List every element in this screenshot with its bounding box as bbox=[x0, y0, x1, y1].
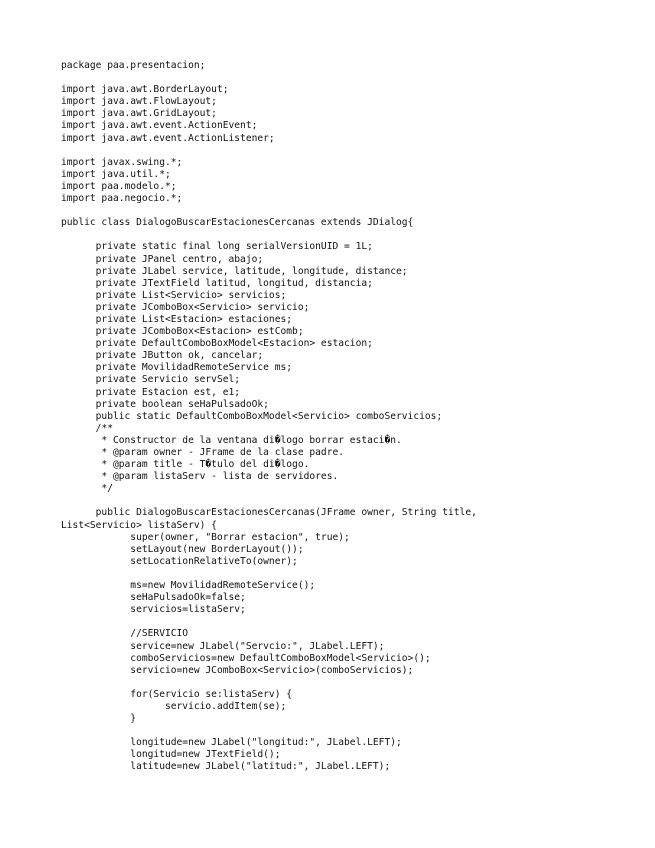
code-line: } bbox=[61, 713, 137, 725]
code-line: for(Servicio se:listaServ) { bbox=[61, 688, 293, 700]
code-line bbox=[61, 568, 641, 580]
code-line: * @param owner - JFrame de la clase padre. bbox=[61, 447, 345, 458]
code-line: * @param title - T�tulo del di�logo. bbox=[61, 459, 310, 471]
code-line: public class DialogoBuscarEstacionesCercanas extends JDialog{ bbox=[61, 217, 414, 229]
code-line bbox=[61, 677, 641, 689]
code-line: import java.awt.event.ActionEvent; bbox=[61, 120, 258, 132]
code-line bbox=[61, 205, 641, 217]
source-code-listing bbox=[61, 60, 641, 774]
code-line: longitude=new JLabel("longitud:", JLabel.LEFT); bbox=[61, 737, 402, 749]
code-line: private JTextField latitud, longitud, distancia; bbox=[61, 277, 373, 289]
code-line: * @param listaServ - lista de servidores. bbox=[61, 471, 339, 483]
code-line: private JComboBox<Servicio> servicio; bbox=[61, 301, 310, 313]
code-line: import java.awt.FlowLayout; bbox=[61, 96, 217, 108]
code-line bbox=[61, 495, 641, 507]
code-line: import paa.modelo.*; bbox=[61, 180, 177, 192]
code-line: import java.awt.event.ActionListener; bbox=[61, 132, 275, 144]
code-line: package paa.presentacion; bbox=[61, 60, 206, 71]
code-line: private List<Estacion> estaciones; bbox=[61, 313, 293, 325]
code-line: import javax.swing.*; bbox=[61, 156, 183, 168]
code-line bbox=[61, 229, 641, 241]
code-line: //SERVICIO bbox=[61, 628, 189, 640]
code-line: private JComboBox<Estacion> estComb; bbox=[61, 326, 304, 338]
code-line: import java.awt.BorderLayout; bbox=[61, 84, 229, 96]
code-line: super(owner, "Borrar estacion", true); bbox=[61, 531, 350, 543]
code-line bbox=[61, 145, 641, 157]
code-line: service=new JLabel("Servcio:", JLabel.LEFT); bbox=[61, 640, 385, 652]
code-line: /** bbox=[61, 422, 113, 434]
code-line: private DefaultComboBoxModel<Estacion> estacion; bbox=[61, 338, 373, 350]
code-line bbox=[61, 725, 641, 737]
code-line: private List<Servicio> servicios; bbox=[61, 289, 287, 301]
code-line bbox=[61, 72, 641, 84]
code-line: import java.awt.GridLayout; bbox=[61, 108, 217, 120]
code-line: private Servicio servSel; bbox=[61, 374, 241, 386]
code-line: longitud=new JTextField(); bbox=[61, 749, 281, 761]
code-line: private boolean seHaPulsadoOk; bbox=[61, 398, 269, 410]
code-line: public static DefaultComboBoxModel<Servicio> comboServicios; bbox=[61, 410, 443, 422]
code-line: seHaPulsadoOk=false; bbox=[61, 592, 246, 604]
code-line: latitude=new JLabel("latitud:", JLabel.LEFT); bbox=[61, 761, 391, 773]
code-line: import paa.negocio.*; bbox=[61, 193, 183, 205]
code-line: */ bbox=[61, 483, 113, 495]
code-line: private JPanel centro, abajo; bbox=[61, 253, 264, 265]
code-line: private Estacion est, e1; bbox=[61, 386, 241, 398]
code-line: setLocationRelativeTo(owner); bbox=[61, 555, 298, 567]
code-line: comboServicios=new DefaultComboBoxModel<Servicio>(); bbox=[61, 652, 431, 664]
code-line: servicio.addItem(se); bbox=[61, 700, 287, 712]
code-line: private MovilidadRemoteService ms; bbox=[61, 362, 293, 374]
code-line: servicios=listaServ; bbox=[61, 604, 246, 616]
code-line: servicio=new JComboBox<Servicio>(comboServicios); bbox=[61, 664, 414, 676]
code-line: private static final long serialVersionUID = 1L; bbox=[61, 241, 373, 253]
code-line: public DialogoBuscarEstacionesCercanas(JFrame owner, String title, bbox=[61, 507, 477, 519]
code-line: import java.util.*; bbox=[61, 168, 171, 180]
code-line: ms=new MovilidadRemoteService(); bbox=[61, 580, 316, 592]
code-line bbox=[61, 616, 641, 628]
code-line: private JButton ok, cancelar; bbox=[61, 350, 264, 362]
code-line: List<Servicio> listaServ) { bbox=[61, 519, 217, 531]
code-line: private JLabel service, latitude, longitude, distance; bbox=[61, 265, 408, 277]
code-line: * Constructor de la ventana di�logo borrar estaci�n. bbox=[61, 434, 402, 446]
code-line: setLayout(new BorderLayout()); bbox=[61, 543, 304, 555]
